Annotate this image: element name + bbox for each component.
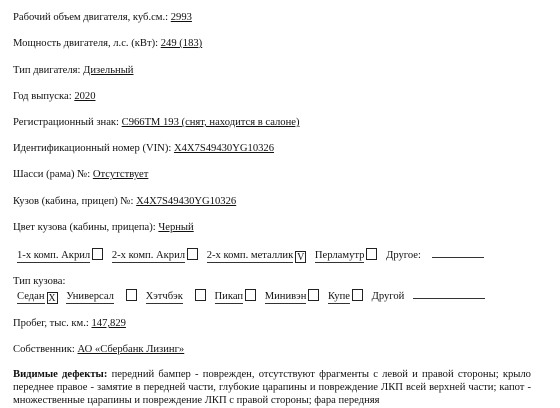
field-label: Мощность двигателя, л.с. (кВт): (13, 38, 159, 49)
field-label: Пробег, тыс. км.: (13, 318, 89, 329)
field-label: Тип двигателя: (13, 65, 81, 76)
field-owner (13, 343, 184, 356)
field-mileage (13, 317, 126, 330)
body-type-checkbox[interactable] (126, 289, 137, 301)
field-label: Цвет кузова (кабины, прицепа): (13, 222, 156, 233)
paint-type-row (17, 247, 484, 263)
body-type-other-field[interactable] (413, 288, 485, 299)
field-label: Шасси (рама) №: (13, 169, 91, 180)
field-registration-plate (13, 116, 300, 129)
field-label: Кузов (кабина, прицеп) №: (13, 196, 134, 207)
paint-option-checkbox[interactable] (366, 248, 377, 260)
field-body-color (13, 221, 194, 234)
paint-other-label: Другое: (386, 250, 421, 261)
body-type-option-label: Купе (328, 291, 350, 302)
field-engine-power (13, 37, 202, 50)
body-type-checkbox[interactable] (195, 289, 206, 301)
field-label: Собственник: (13, 344, 75, 355)
defects-text: передний бампер - поврежден, отсутствуют фрагменты с левой и правой стороны; крыло переднее правое - замятие в передней части, глубокие царапины и повреждение ЛКП всей верхней части; капот - множественные царапины и повреждение ЛКП с правой стороны; фара передняя (13, 369, 531, 407)
field-value: X4X7S49430YG10326 (173, 143, 275, 154)
field-value: X4X7S49430YG10326 (136, 196, 237, 207)
field-label: Год выпуска: (13, 91, 72, 102)
field-engine-volume (13, 11, 192, 24)
body-type-checkbox[interactable]: X (48, 293, 56, 304)
body-type-option-label: Минивэн (264, 291, 307, 302)
field-value: АО «Сбербанк Лизинг» (77, 344, 185, 355)
body-type-option-label: Пикап (214, 291, 244, 302)
body-type-other-label: Другой (371, 291, 405, 302)
field-value: 2993 (170, 12, 192, 23)
body-type-checkbox[interactable] (308, 289, 319, 301)
body-type-option-label: Хэтчбэк (145, 291, 183, 302)
field-value: С966ТМ 193 (снят, находится в салоне) (121, 117, 300, 128)
body-type-title: Тип кузова: (13, 276, 66, 287)
field-value: 2020 (74, 91, 96, 102)
paint-option-label: 2-х комп. металлик (206, 250, 294, 261)
field-value: Черный (158, 222, 194, 233)
paint-option-label: 2-х комп. Акрил (111, 250, 186, 261)
body-type-row (17, 288, 485, 304)
paint-option-checkbox[interactable]: V (297, 252, 305, 263)
field-chassis (13, 168, 148, 181)
defects-label: Видимые дефекты: (13, 369, 108, 380)
field-label: Идентификационный номер (VIN): (13, 143, 172, 154)
field-vin (13, 142, 274, 155)
field-value: 147,829 (91, 318, 126, 329)
body-type-checkbox[interactable] (352, 289, 363, 301)
paint-option-label: 1-х комп. Акрил (17, 250, 91, 261)
defects-paragraph (13, 368, 531, 408)
field-body-number (13, 195, 236, 208)
paint-option-label: Перламутр (314, 250, 365, 261)
field-label: Рабочий объем двигателя, куб.см.: (13, 12, 169, 23)
field-value: Отсутствует (92, 169, 149, 180)
field-year (13, 90, 96, 103)
field-engine-type (13, 64, 133, 77)
field-label: Регистрационный знак: (13, 117, 119, 128)
field-value: Дизельный (83, 65, 134, 76)
body-type-option-label: Универсал (66, 291, 114, 302)
body-type-checkbox[interactable] (245, 289, 256, 301)
field-value: 249 (183) (160, 38, 203, 49)
paint-option-checkbox[interactable] (92, 248, 103, 260)
paint-other-field[interactable] (432, 247, 484, 258)
body-type-option-label: Седан (17, 291, 45, 302)
paint-option-checkbox[interactable] (187, 248, 198, 260)
